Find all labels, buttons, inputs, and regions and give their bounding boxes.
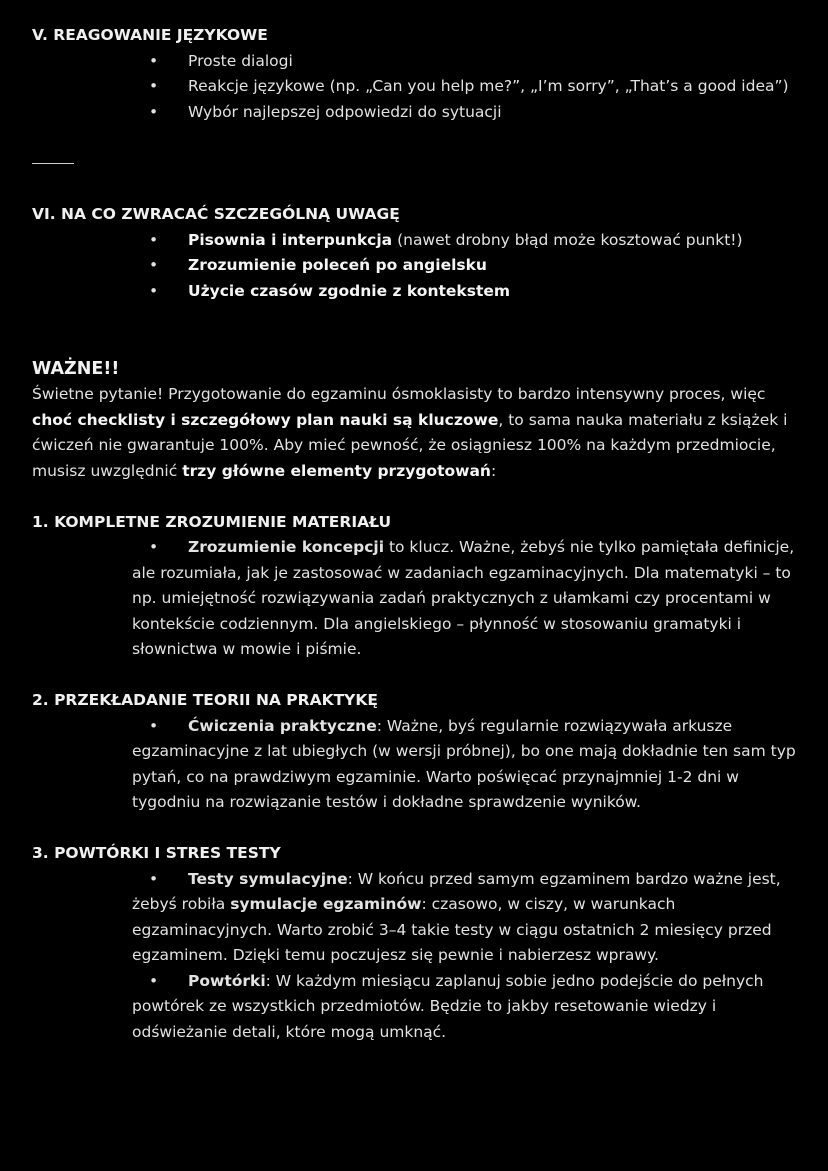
list-item: • Zrozumienie poleceń po angielsku <box>32 253 802 279</box>
point-1-title: 1. KOMPLETNE ZROZUMIENIE MATERIAŁU <box>32 512 392 531</box>
bullet-icon: • <box>149 869 159 888</box>
point-3-title: 3. POWTÓRKI I STRES TESTY <box>32 844 281 862</box>
list-item: • Reakcje językowe (np. „Can you help me?”, „I’m sorry”, „That’s a good idea”) <box>32 74 802 100</box>
point-3-item-b: • Powtórki: W każdym miesiącu zaplanuj sobie jedno podejście do pełnych powtórek ze wszystkich przedmiotów. Będzie to jakby resetowanie wiedzy i odświeżanie detali, które mogą umknąć. <box>132 969 797 1046</box>
list-item: • Proste dialogi <box>32 49 802 75</box>
bullet-icon: • <box>149 230 159 249</box>
section-6-title: VI. NA CO ZWRACAĆ SZCZEGÓLNĄ UWAGĘ <box>32 205 400 223</box>
section-5-title: V. REAGOWANIE JĘZYKOWE <box>32 26 268 44</box>
bullet-icon: • <box>149 256 159 274</box>
point-1-item: • Zrozumienie koncepcji to klucz. Ważne, żebyś nie tylko pamiętała definicje, ale rozumiała, jak je zastosować w zadaniach egzaminacyjnych. Dla matematyki – to np. umiejętność rozwiązywania zadań praktycznych z ułamkami czy procentami w kontekście codziennym. Dla angielskiego – płynność w stosowaniu gramatyki i słownictwa w mowie i piśmie. <box>132 535 797 663</box>
bullet-icon: • <box>149 51 159 70</box>
section-6-list <box>32 228 802 305</box>
bullet-icon: • <box>149 716 159 735</box>
list-item: • Wybór najlepszej odpowiedzi do sytuacji <box>32 100 802 126</box>
list-item: • Pisownia i interpunkcja (nawet drobny błąd może kosztować punkt!) <box>32 228 802 254</box>
bullet-icon: • <box>149 971 159 990</box>
document-page <box>32 23 802 1045</box>
section-5-list <box>32 49 802 126</box>
bullet-icon: • <box>149 281 159 300</box>
intro-paragraph: Świetne pytanie! Przygotowanie do egzaminu ósmoklasisty to bardzo intensywny proces, więc choć checklisty i szczegółowy plan nauki są kluczowe, to sama nauka materiału z książek i ćwiczeń nie gwarantuje 100%. Aby mieć pewność, że osiągniesz 100% na każdym przedmiocie, musisz uwzględnić trzy główne elementy przygotowań: <box>32 385 788 480</box>
point-2-item: • Ćwiczenia praktyczne: Ważne, byś regularnie rozwiązywała arkusze egzaminacyjne z lat ubiegłych (w wersji próbnej), bo one mają dokładnie ten sam typ pytań, co na prawdziwym egzaminie. Warto poświęcać przynajmniej 1-2 dni w tygodniu na rozwiązanie testów i dokładne sprawdzenie wyników. <box>132 714 797 816</box>
important-title: WAŻNE!! <box>32 359 120 379</box>
point-2-title: 2. PRZEKŁADANIE TEORII NA PRAKTYKĘ <box>32 691 379 709</box>
bullet-icon: • <box>149 77 159 95</box>
list-item: • Użycie czasów zgodnie z kontekstem <box>32 279 802 305</box>
bullet-icon: • <box>149 538 159 556</box>
bullet-icon: • <box>149 102 159 121</box>
point-3-item-a: • Testy symulacyjne: W końcu przed samym egzaminem bardzo ważne jest, żebyś robiła symulacje egzaminów: czasowo, w ciszy, w warunkach egzaminacyjnych. Warto zrobić 3–4 takie testy w ciągu ostatnich 2 miesięcy przed egzaminem. Dzięki temu poczujesz się pewnie i nabierzesz wprawy. <box>132 867 797 969</box>
